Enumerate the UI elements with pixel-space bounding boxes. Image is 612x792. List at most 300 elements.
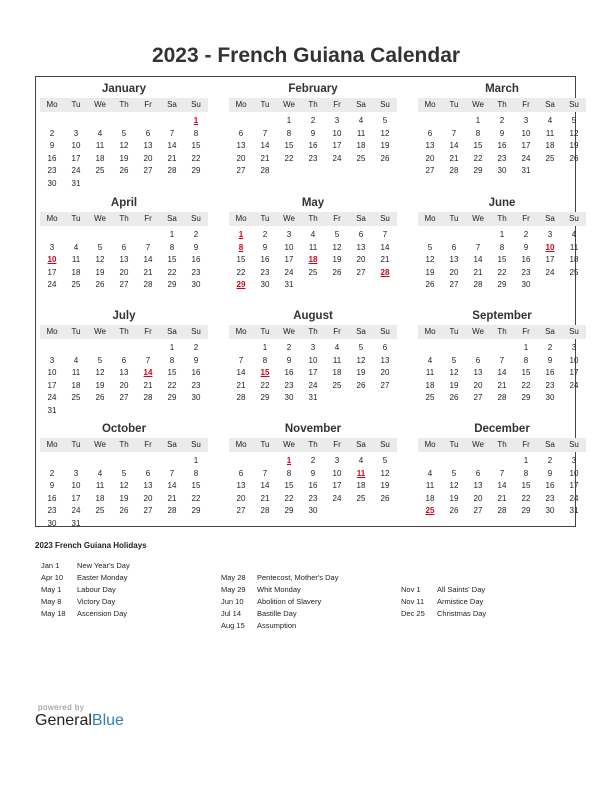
- day-cell: 21: [167, 153, 177, 163]
- holiday-item: [41, 608, 130, 620]
- day-cell: 7: [499, 355, 505, 365]
- day-cell: 15: [521, 368, 531, 377]
- day-cell: 24: [569, 380, 579, 390]
- day-cell: 11: [356, 128, 366, 138]
- day-cell: 7: [382, 230, 388, 239]
- day-cell: 13: [143, 141, 153, 150]
- day-cell: 19: [119, 493, 129, 503]
- day-cell: 8: [499, 242, 505, 252]
- day-cell: 8: [475, 128, 481, 138]
- day-cell: 10: [569, 468, 579, 478]
- weekday-label: Mo: [235, 327, 247, 336]
- day-cell: 30: [497, 166, 507, 175]
- month-march: [418, 81, 586, 178]
- day-cell: 14: [167, 481, 177, 490]
- month-name: May: [301, 197, 325, 209]
- day-cell: 24: [545, 267, 555, 277]
- day-cell: 3: [310, 343, 316, 352]
- day-cell: 24: [569, 493, 579, 503]
- weekday-label: Mo: [46, 214, 58, 223]
- day-cell: 21: [260, 153, 270, 163]
- day-cell: 19: [569, 141, 579, 150]
- weekday-label: Tu: [71, 100, 81, 109]
- day-cell: 30: [191, 280, 201, 289]
- weekday-label: Mo: [46, 327, 58, 336]
- day-cell: 15: [497, 255, 507, 264]
- day-cell: 13: [143, 481, 153, 490]
- weekday-label: Th: [497, 214, 507, 223]
- month-august: [229, 308, 397, 405]
- holidays-title: 2023 French Guiana Holidays: [35, 541, 147, 550]
- day-cell: 27: [473, 506, 483, 515]
- weekday-header: [40, 325, 208, 339]
- day-cell: 23: [47, 506, 57, 515]
- day-cell: 2: [49, 468, 55, 478]
- weekday-label: We: [472, 327, 484, 336]
- weekday-label: Tu: [71, 214, 81, 223]
- day-cell: 16: [308, 481, 318, 490]
- month-february: [229, 81, 397, 178]
- day-cell: 1: [262, 343, 268, 352]
- day-cell: 27: [119, 280, 129, 289]
- day-grid: [229, 115, 397, 178]
- holiday-item: [221, 608, 338, 620]
- day-cell: 4: [97, 128, 103, 138]
- day-cell: 10: [47, 368, 57, 377]
- day-cell: 13: [119, 368, 129, 377]
- day-cell: 26: [332, 267, 342, 277]
- holiday-date: Apr 10: [41, 573, 64, 582]
- weekday-label: Mo: [235, 214, 247, 223]
- day-cell: 13: [236, 481, 246, 490]
- weekday-label: Su: [191, 327, 201, 336]
- day-cell: 20: [119, 267, 129, 277]
- empty-cell: [88, 342, 112, 355]
- day-cell: 6: [145, 128, 151, 138]
- day-cell: 13: [473, 481, 483, 490]
- weekday-label: Th: [119, 440, 129, 449]
- empty-cell: [418, 342, 442, 355]
- weekday-label: Tu: [449, 100, 459, 109]
- weekday-label: Fr: [333, 327, 341, 336]
- month-july: [40, 308, 208, 417]
- day-cell: 4: [334, 343, 340, 352]
- day-cell: 3: [523, 116, 529, 125]
- weekday-label: Mo: [46, 440, 58, 449]
- day-cell: 7: [451, 128, 457, 138]
- holiday-item: [401, 596, 486, 608]
- day-cell: 13: [473, 368, 483, 377]
- day-cell: 20: [473, 380, 483, 390]
- holiday-item: [221, 620, 338, 632]
- day-cell: 15: [236, 255, 246, 264]
- weekday-label: Su: [380, 214, 390, 223]
- holiday-date: Nov 11: [401, 597, 425, 606]
- weekday-label: Su: [191, 100, 201, 109]
- day-grid: [418, 115, 586, 178]
- empty-cell: [418, 229, 442, 242]
- holiday-name: Labour Day: [77, 585, 116, 594]
- holiday-item: [221, 596, 338, 608]
- day-cell: 8: [286, 468, 292, 478]
- weekday-label: Tu: [71, 327, 81, 336]
- day-cell: 12: [119, 481, 129, 490]
- month-name: October: [101, 423, 147, 435]
- weekday-label: Sa: [545, 100, 555, 109]
- weekday-label: Sa: [356, 214, 366, 223]
- holiday-name: Christmas Day: [437, 609, 487, 618]
- day-cell: 2: [262, 230, 268, 239]
- weekday-label: Sa: [356, 440, 366, 449]
- holiday-date: Nov 1: [401, 585, 421, 594]
- generalblue-logo: [35, 712, 124, 730]
- day-cell: 1: [286, 116, 292, 125]
- day-cell: 28: [449, 166, 459, 175]
- holiday-name: Armistice Day: [437, 597, 484, 606]
- empty-cell: [490, 455, 514, 468]
- day-cell: 20: [449, 267, 459, 277]
- empty-cell: [88, 115, 112, 128]
- day-cell: 1: [523, 343, 529, 352]
- weekday-label: Su: [380, 100, 390, 109]
- day-cell: 26: [380, 493, 390, 503]
- day-cell: 22: [497, 267, 507, 277]
- weekday-label: Fr: [333, 440, 341, 449]
- day-cell: 10: [569, 355, 579, 365]
- day-cell: 2: [547, 456, 553, 465]
- day-cell: 6: [121, 355, 127, 365]
- holiday-item: [41, 596, 130, 608]
- weekday-label: Sa: [356, 327, 366, 336]
- day-cell: 13: [236, 141, 246, 150]
- weekday-label: Fr: [522, 214, 530, 223]
- day-cell: 6: [382, 343, 388, 352]
- day-cell: 22: [260, 380, 270, 390]
- day-cell: 1: [169, 343, 175, 352]
- day-cell: 15: [284, 141, 294, 150]
- day-cell: 16: [47, 153, 57, 163]
- day-cell: 14: [167, 141, 177, 150]
- day-cell: 24: [71, 166, 81, 175]
- day-grid: [40, 115, 208, 190]
- weekday-label: We: [283, 100, 295, 109]
- day-cell: 21: [497, 493, 507, 503]
- month-name: August: [293, 310, 333, 322]
- day-cell: 3: [286, 230, 292, 239]
- day-cell: 9: [547, 468, 553, 478]
- day-cell: 20: [143, 493, 153, 503]
- month-name: April: [110, 197, 138, 209]
- powered-by-text: powered by: [38, 703, 85, 712]
- weekday-label: We: [94, 440, 106, 449]
- weekday-label: Th: [119, 214, 129, 223]
- day-cell: 6: [358, 230, 364, 239]
- day-cell: 31: [71, 518, 81, 528]
- day-cell: 25: [95, 506, 105, 515]
- day-cell: 14: [260, 481, 270, 490]
- day-cell: 28: [260, 166, 270, 175]
- day-cell: 31: [71, 178, 81, 188]
- holiday-column-1: [41, 560, 130, 620]
- day-cell: 6: [427, 128, 433, 138]
- month-name: March: [485, 83, 519, 95]
- weekday-header: [229, 212, 397, 226]
- day-cell: 6: [475, 468, 481, 478]
- month-october: [40, 421, 208, 530]
- day-cell: 28: [167, 166, 177, 175]
- weekday-label: Th: [497, 327, 507, 336]
- day-cell: 21: [449, 153, 459, 163]
- day-cell: 12: [425, 255, 435, 264]
- weekday-label: Fr: [522, 327, 530, 336]
- day-cell: 18: [95, 493, 105, 503]
- day-cell: 8: [286, 128, 292, 138]
- month-january: [40, 81, 208, 190]
- day-cell: 12: [449, 481, 459, 490]
- weekday-label: We: [283, 327, 295, 336]
- day-cell: 27: [473, 393, 483, 402]
- day-cell: 23: [497, 153, 507, 163]
- weekday-header: [229, 325, 397, 339]
- day-cell: 29: [167, 393, 177, 402]
- holiday-column-3: [401, 584, 486, 620]
- day-cell: 5: [427, 242, 433, 252]
- day-cell: 14: [236, 368, 246, 377]
- day-grid: [418, 229, 586, 292]
- day-cell: 18: [545, 141, 555, 150]
- weekday-label: We: [472, 100, 484, 109]
- day-cell: 17: [545, 255, 555, 264]
- day-cell: 2: [49, 128, 55, 138]
- weekday-label: Tu: [449, 214, 459, 223]
- month-may: [229, 195, 397, 292]
- day-cell: 18: [425, 493, 435, 503]
- day-cell: 25: [95, 166, 105, 175]
- day-cell: 25: [356, 153, 366, 163]
- day-cell: 17: [71, 153, 81, 163]
- day-cell: 25: [569, 267, 579, 277]
- day-cell: 10: [521, 128, 531, 138]
- day-cell: 9: [523, 242, 529, 252]
- holiday-day: 1: [193, 116, 199, 125]
- weekday-header: [40, 212, 208, 226]
- day-cell: 25: [425, 393, 435, 402]
- day-cell: 31: [308, 393, 318, 402]
- holiday-day: 8: [238, 242, 244, 252]
- day-cell: 13: [425, 141, 435, 150]
- weekday-label: Tu: [260, 440, 270, 449]
- day-cell: 9: [310, 128, 316, 138]
- day-cell: 6: [238, 468, 244, 478]
- page-title: 2023 - French Guiana Calendar: [151, 44, 461, 67]
- day-cell: 11: [95, 481, 105, 490]
- day-cell: 22: [284, 493, 294, 503]
- day-cell: 3: [334, 116, 340, 125]
- day-cell: 2: [547, 343, 553, 352]
- day-cell: 18: [425, 380, 435, 390]
- empty-cell: [88, 455, 112, 468]
- day-cell: 7: [145, 355, 151, 365]
- empty-cell: [253, 455, 277, 468]
- day-cell: 12: [356, 355, 366, 365]
- day-cell: 25: [545, 153, 555, 163]
- weekday-label: Su: [380, 440, 390, 449]
- day-cell: 8: [169, 355, 175, 365]
- day-cell: 19: [356, 368, 366, 377]
- empty-cell: [442, 229, 466, 242]
- day-cell: 13: [119, 255, 129, 264]
- holiday-date: Jul 14: [221, 609, 242, 618]
- day-cell: 6: [121, 242, 127, 252]
- day-cell: 2: [286, 343, 292, 352]
- day-cell: 9: [262, 242, 268, 252]
- weekday-label: Th: [497, 440, 507, 449]
- weekday-label: We: [94, 327, 106, 336]
- day-cell: 18: [356, 481, 366, 490]
- holiday-date: May 18: [41, 609, 66, 618]
- holiday-day: 29: [236, 280, 246, 289]
- weekday-label: Fr: [144, 327, 152, 336]
- day-cell: 22: [167, 267, 177, 277]
- empty-cell: [229, 455, 253, 468]
- day-cell: 29: [167, 280, 177, 289]
- weekday-label: Tu: [449, 440, 459, 449]
- empty-cell: [88, 229, 112, 242]
- holiday-name: Abolition of Slavery: [257, 597, 322, 606]
- day-cell: 4: [571, 230, 577, 239]
- day-cell: 22: [191, 153, 201, 163]
- day-cell: 31: [47, 405, 57, 415]
- weekday-label: We: [94, 100, 106, 109]
- holiday-date: May 28: [221, 573, 246, 582]
- weekday-label: Tu: [260, 100, 270, 109]
- weekday-label: Su: [569, 327, 579, 336]
- day-cell: 19: [449, 493, 459, 503]
- day-cell: 12: [569, 128, 579, 138]
- weekday-label: Th: [119, 327, 129, 336]
- day-cell: 12: [95, 255, 105, 264]
- day-cell: 27: [143, 166, 153, 175]
- day-grid: [229, 455, 397, 518]
- month-april: [40, 195, 208, 292]
- day-cell: 9: [193, 355, 199, 365]
- day-cell: 25: [332, 380, 342, 390]
- day-cell: 29: [473, 166, 483, 175]
- day-cell: 1: [475, 116, 481, 125]
- day-cell: 7: [238, 355, 244, 365]
- month-name: July: [112, 310, 136, 322]
- day-cell: 5: [571, 116, 577, 125]
- weekday-label: Mo: [424, 100, 436, 109]
- day-cell: 8: [193, 128, 199, 138]
- day-cell: 4: [358, 116, 364, 125]
- weekday-label: Su: [569, 440, 579, 449]
- day-cell: 29: [521, 393, 531, 402]
- day-cell: 12: [449, 368, 459, 377]
- day-cell: 31: [284, 280, 294, 289]
- logo-blue: Blue: [91, 712, 124, 729]
- empty-cell: [40, 115, 64, 128]
- day-cell: 1: [523, 456, 529, 465]
- day-cell: 12: [380, 128, 390, 138]
- day-cell: 22: [236, 267, 246, 277]
- day-cell: 24: [47, 393, 57, 402]
- weekday-label: We: [283, 440, 295, 449]
- weekday-header: [418, 325, 586, 339]
- weekday-label: Th: [308, 327, 318, 336]
- day-cell: 20: [236, 153, 246, 163]
- empty-cell: [40, 229, 64, 242]
- holiday-name: Victory Day: [77, 597, 116, 606]
- weekday-label: Fr: [144, 214, 152, 223]
- day-cell: 6: [475, 355, 481, 365]
- weekday-header: [418, 98, 586, 112]
- day-cell: 24: [71, 506, 81, 515]
- day-cell: 3: [547, 230, 553, 239]
- day-grid: [40, 342, 208, 417]
- day-grid: [40, 229, 208, 292]
- weekday-label: Th: [308, 440, 318, 449]
- day-cell: 17: [569, 481, 579, 490]
- day-cell: 31: [521, 166, 531, 175]
- day-cell: 6: [238, 128, 244, 138]
- weekday-label: Mo: [46, 100, 58, 109]
- day-cell: 16: [191, 255, 201, 264]
- day-cell: 21: [497, 380, 507, 390]
- day-cell: 23: [191, 267, 201, 277]
- weekday-label: Th: [308, 214, 318, 223]
- empty-cell: [160, 455, 184, 468]
- day-cell: 16: [545, 368, 555, 377]
- empty-cell: [418, 455, 442, 468]
- day-cell: 20: [380, 368, 390, 377]
- day-cell: 17: [332, 141, 342, 150]
- day-cell: 21: [380, 255, 390, 264]
- day-cell: 24: [521, 153, 531, 163]
- day-cell: 9: [49, 481, 55, 490]
- day-cell: 10: [332, 468, 342, 478]
- day-cell: 27: [236, 506, 246, 515]
- holiday-date: Jun 10: [221, 597, 244, 606]
- day-cell: 2: [193, 343, 199, 352]
- month-november: [229, 421, 397, 518]
- day-grid: [418, 455, 586, 518]
- day-cell: 30: [545, 506, 555, 515]
- day-cell: 28: [497, 506, 507, 515]
- day-cell: 22: [284, 153, 294, 163]
- holiday-name: Easter Monday: [77, 573, 128, 582]
- holiday-name: Whit Monday: [257, 585, 301, 594]
- day-cell: 19: [119, 153, 129, 163]
- day-cell: 15: [284, 481, 294, 490]
- brand-logo[interactable]: [35, 703, 124, 730]
- day-cell: 3: [571, 456, 577, 465]
- holiday-day: 18: [308, 255, 318, 264]
- day-cell: 5: [382, 116, 388, 125]
- day-cell: 19: [380, 141, 390, 150]
- day-cell: 1: [169, 230, 175, 239]
- empty-cell: [490, 342, 514, 355]
- weekday-label: Fr: [333, 100, 341, 109]
- weekday-label: Su: [191, 440, 201, 449]
- day-cell: 5: [97, 242, 103, 252]
- day-cell: 17: [332, 481, 342, 490]
- day-cell: 26: [119, 506, 129, 515]
- day-cell: 13: [356, 242, 366, 252]
- empty-cell: [229, 115, 253, 128]
- day-cell: 23: [545, 493, 555, 503]
- logo-general: General: [35, 712, 92, 729]
